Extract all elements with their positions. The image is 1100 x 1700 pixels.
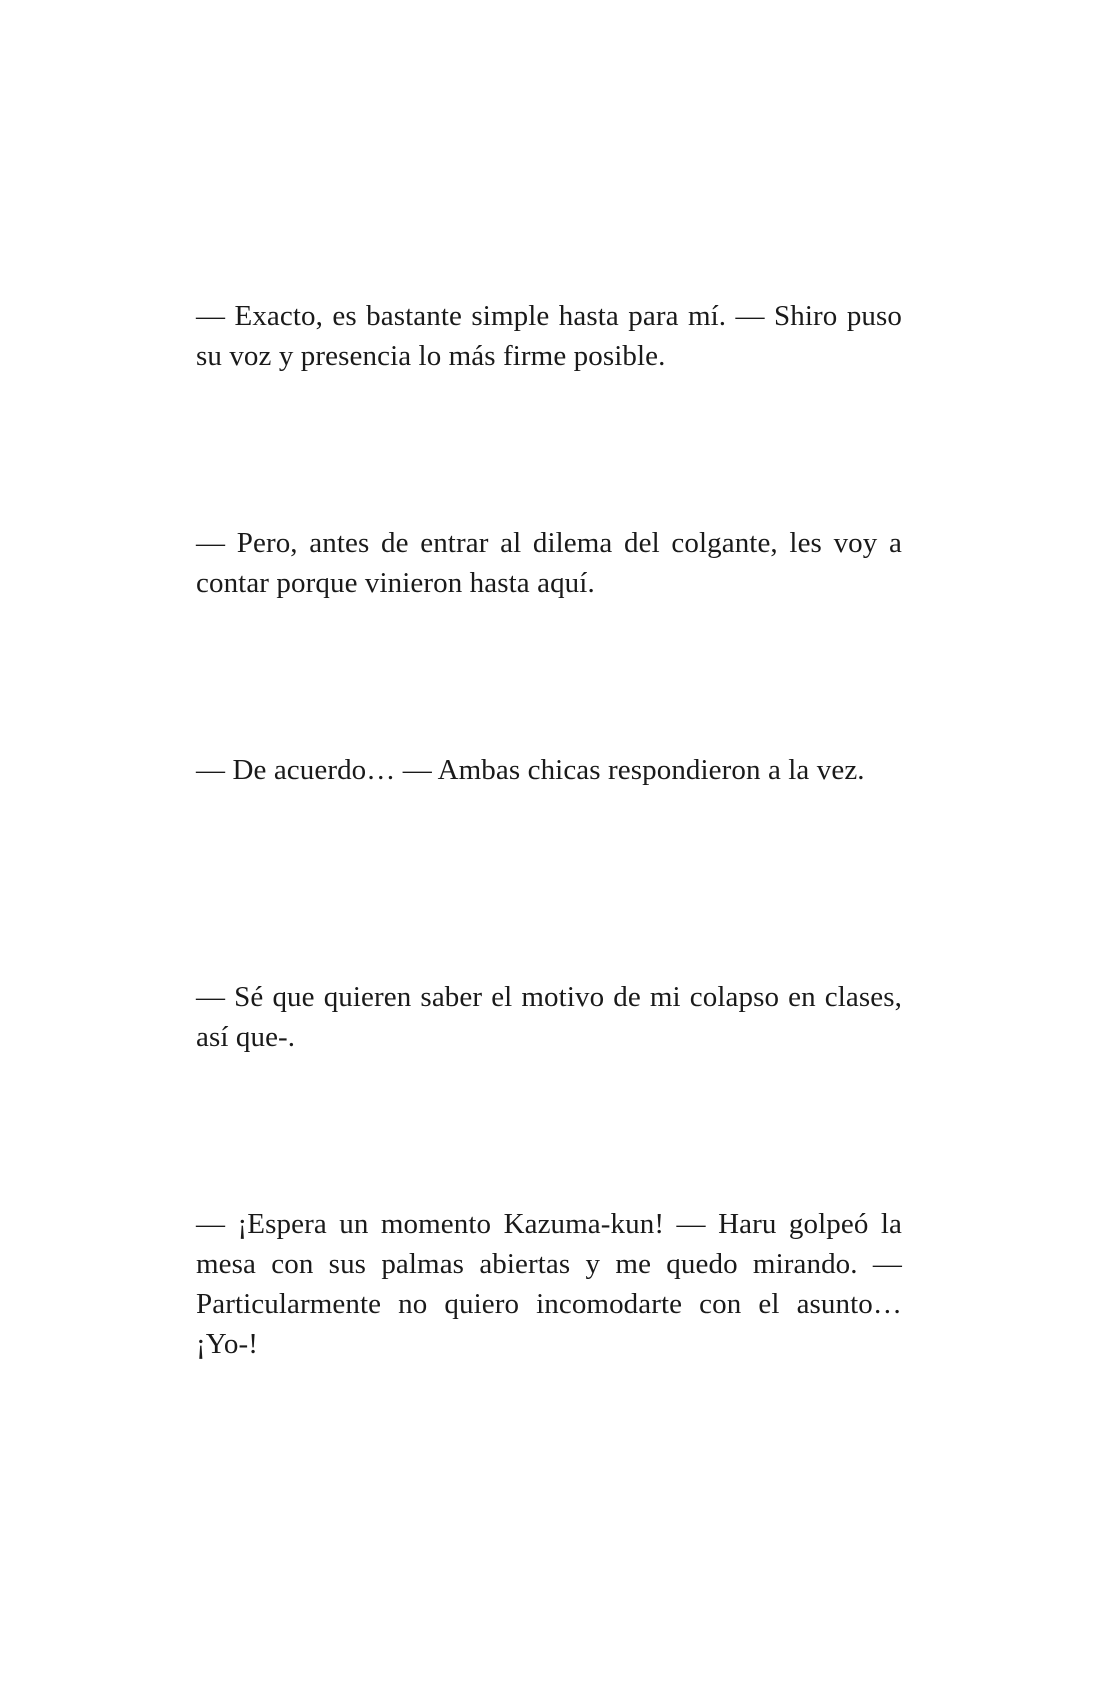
- paragraph-5: — ¡Espera un momento Kazuma-kun! — Haru golpeó la mesa con sus palmas abiertas y me quedo mirando. — Particularmente no quiero incomodarte con el asunto… ¡Yo-!: [196, 1208, 902, 1360]
- paragraph-2: — Pero, antes de entrar al dilema del colgante, les voy a contar porque vinieron hasta aquí.: [196, 527, 902, 599]
- paragraph-4: — Sé que quieren saber el motivo de mi colapso en clases, así que-.: [196, 981, 902, 1053]
- paragraph-3: — De acuerdo… — Ambas chicas respondieron a la vez.: [196, 754, 865, 786]
- paragraph-1: — Exacto, es bastante simple hasta para mí. — Shiro puso su voz y presencia lo más firme posible.: [196, 300, 902, 372]
